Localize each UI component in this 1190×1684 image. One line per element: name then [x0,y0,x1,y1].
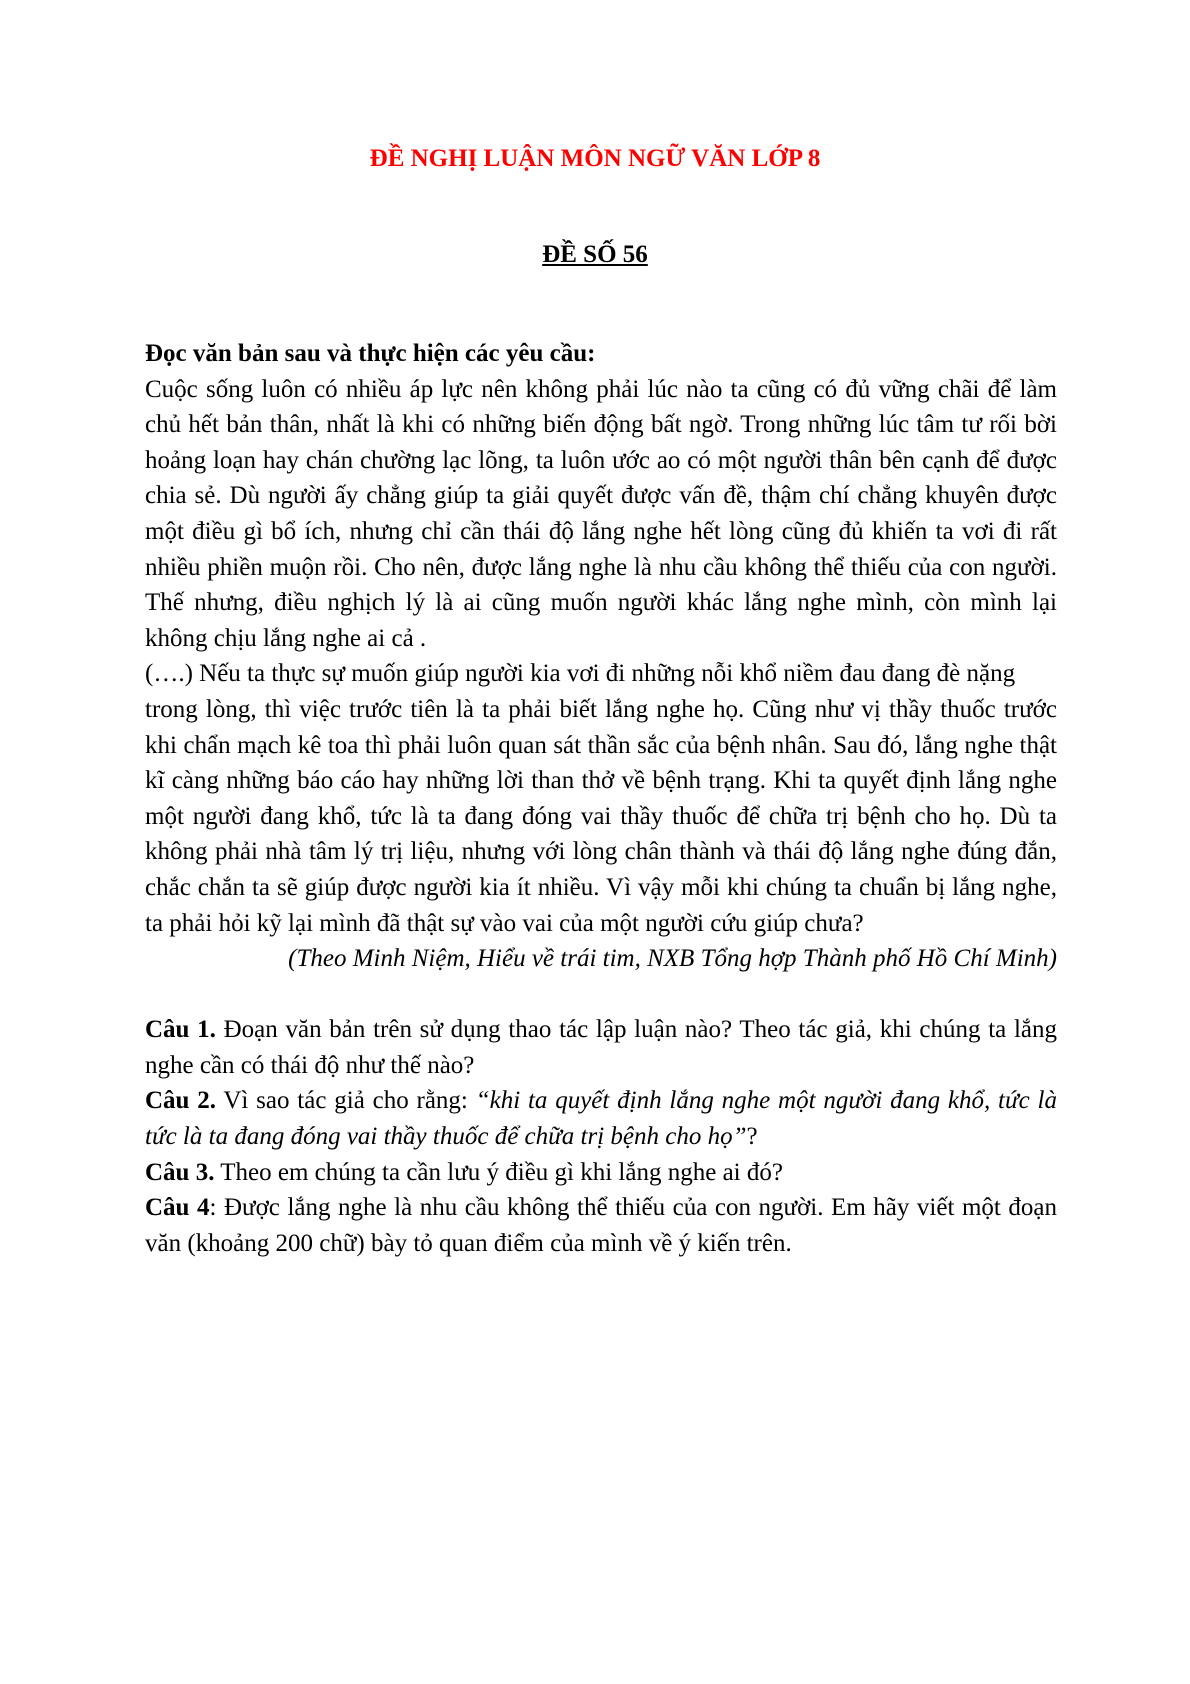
section-spacer [145,977,1057,1013]
question-2-text-after: ? [746,1123,758,1151]
question-2-text-before: Vì sao tác giả cho rằng: [216,1087,476,1115]
passage-source-citation: (Theo Minh Niệm, Hiểu về trái tim, NXB Tổng hợp Thành phố Hồ Chí Minh) [288,945,1057,973]
question-2-label: Câu 2. [145,1087,217,1115]
question-3-label: Câu 3. [145,1158,215,1186]
question-4-label: Câu 4 [145,1194,210,1222]
reading-instruction: Đọc văn bản sau và thực hiện các yêu cầu: [145,340,596,367]
question-1-text: Đoạn văn bản trên sử dụng thao tác lập luận nào? Theo tác giả, khi chúng ta lắng nghe cần có thái độ như thế nào? [145,1016,1057,1079]
question-1 [145,1012,1057,1083]
question-4-text: : Được lắng nghe là nhu cầu không thể thiếu của con người. Em hãy viết một đoạn văn (khoảng 200 chữ) bày tỏ quan điểm của mình về ý kiến trên. [145,1194,1057,1257]
passage-paragraph-2-continued: trong lòng, thì việc trước tiên là ta phải biết lắng nghe họ. Cũng như vị thầy thuốc trước khi chẩn mạch kê toa thì phải luôn quan sát thần sắc của bệnh nhân. Sau đó, lắng nghe thật kĩ càng những báo cáo hay những lời than thở về bệnh trạng. Khi ta quyết định lắng nghe một người đang khổ, tức là ta đang đóng vai thầy thuốc để chữa trị bệnh cho họ. Dù ta không phải nhà tâm lý trị liệu, nhưng với lòng chân thành và thái độ lắng nghe đúng đắn, chắc chắn ta sẽ giúp được người kia ít nhiều. Vì vậy mỗi khi chúng ta chuẩn bị lắng nghe, ta phải hỏi kỹ lại mình đã thật sự vào vai của một người cứu giúp chưa? [145,695,1057,937]
question-1-label: Câu 1. [145,1016,216,1044]
passage-paragraph-1: Cuộc sống luôn có nhiều áp lực nên không phải lúc nào ta cũng có đủ vững chãi để làm chủ hết bản thân, nhất là khi có những biến động bất ngờ. Trong những lúc tâm tư rối bời hoảng loạn hay chán chường lạc lõng, ta luôn ước ao có một người thân bên cạnh để được chia sẻ. Dù người ấy chẳng giúp ta giải quyết được vấn đề, thậm chí chẳng khuyên được một điều gì bổ ích, nhưng chỉ cần thái độ lắng nghe hết lòng cũng đủ khiến ta vơi đi rất nhiều phiền muộn rồi. Cho nên, được lắng nghe là nhu cầu không thể thiếu của con người. Thế nhưng, điều nghịch lý là ai cũng muốn người khác lắng nghe mình, còn mình lại không chịu lắng nghe ai cả . [145,375,1057,652]
document-title: ĐỀ NGHỊ LUẬN MÔN NGỮ VĂN LỚP 8 [369,145,821,172]
question-4 [145,1190,1057,1261]
exam-number: ĐỀ SỐ 56 [542,241,648,268]
question-2 [145,1083,1057,1154]
question-2-quote: “khi ta quyết định lắng nghe một người đang khổ, tức là tức là ta đang đóng vai thầy thuốc để chữa trị bệnh cho họ” [145,1087,1057,1151]
document-body [145,336,1057,1261]
passage-paragraph-2-start: (….) Nếu ta thực sự muốn giúp người kia vơi đi những nỗi khổ niềm đau đang đè nặng [145,660,1016,688]
question-3-text: Theo em chúng ta cần lưu ý điều gì khi lắng nghe ai đó? [214,1158,783,1186]
question-3 [145,1155,1057,1191]
